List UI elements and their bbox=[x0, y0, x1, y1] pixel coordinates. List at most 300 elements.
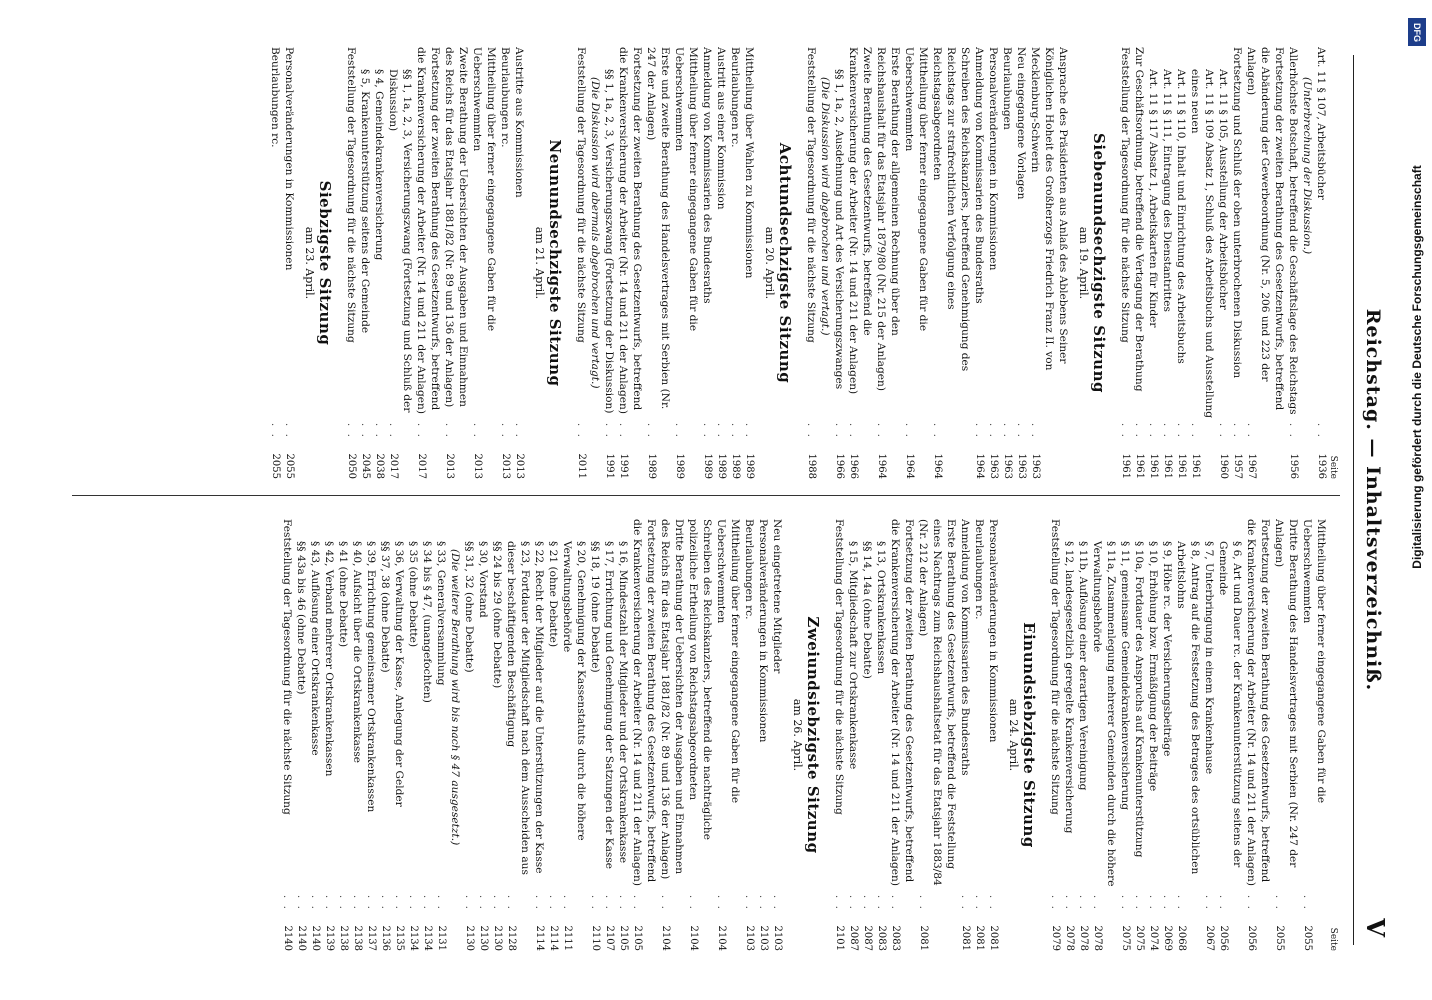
page-number: 2111 bbox=[562, 925, 573, 951]
page-number: 2017 bbox=[388, 453, 399, 479]
leader-dots: . . bbox=[1175, 422, 1187, 439]
index-entry bbox=[986, 519, 1000, 951]
page-number: 2078 bbox=[1064, 925, 1075, 951]
leader-dots: . . bbox=[1175, 894, 1187, 911]
entry-text: Schreiben des Reichskanzlers, betreffend Genehmigung des Reichstags zur strafrechtlichen Verfolgung eines Reichstagsabgeordneten bbox=[931, 47, 971, 372]
index-entry bbox=[1188, 47, 1216, 479]
leader-dots: . . bbox=[757, 894, 769, 911]
leader-dots: . . bbox=[295, 894, 307, 911]
page-number: 1988 bbox=[806, 453, 817, 479]
leader-dots: . . bbox=[917, 894, 929, 911]
leader-dots: . . bbox=[505, 894, 517, 911]
index-entry bbox=[470, 47, 498, 479]
leader-dots: . . bbox=[1015, 422, 1027, 439]
entry-text: Neu eingetretene Mitglieder bbox=[771, 519, 783, 674]
index-entry bbox=[644, 47, 672, 479]
page-number: 2045 bbox=[360, 453, 371, 479]
page-number: 2114 bbox=[548, 925, 559, 951]
leader-dots: . . bbox=[1161, 422, 1173, 439]
page-number: 2055 bbox=[284, 453, 295, 479]
entry-text: § 21 (ohne Debatte) bbox=[547, 541, 559, 648]
index-entry bbox=[874, 47, 902, 479]
leader-dots: . . bbox=[1029, 422, 1041, 439]
entry-text: § 30, Vorstand bbox=[477, 541, 489, 618]
index-entry bbox=[602, 47, 616, 479]
page-number: 1964 bbox=[876, 453, 887, 479]
page-number: 2055 bbox=[270, 453, 281, 479]
index-entry bbox=[770, 519, 784, 951]
leader-dots: . . bbox=[1147, 422, 1159, 439]
entry-text: § 23, Fortdauer der Mitgliedschaft nach dem Ausscheiden aus dieser beschäftigenden Beschäftigung bbox=[505, 541, 531, 875]
index-entry bbox=[958, 519, 972, 951]
page-number: 2130 bbox=[478, 925, 489, 951]
column-divider bbox=[72, 495, 1340, 496]
index-entry bbox=[1216, 519, 1244, 951]
index-entry bbox=[1300, 519, 1328, 951]
leader-dots: . . bbox=[373, 422, 385, 439]
page-number: 2101 bbox=[834, 925, 845, 951]
entry-text: Dritte Berathung der Uebersichten der Ausgaben und Einnahmen des Reichs für das Etatsjahr 1881/82 (Nr. 89 und 136 der Anlagen) bbox=[659, 519, 685, 880]
leader-dots: . . bbox=[1119, 894, 1131, 911]
page-number: 2056 bbox=[1246, 925, 1257, 951]
leader-dots: . . bbox=[617, 422, 629, 439]
entry-text: Mittheilung über ferner eingegangene Gaben für die Ueberschwemmten bbox=[715, 519, 741, 804]
entry-text: Feststellung der Tagesordnung für die nächste Sitzung bbox=[833, 519, 845, 815]
entry-text: Beurlaubungen rc. bbox=[973, 519, 985, 620]
index-entry bbox=[832, 47, 846, 479]
page-number: 1989 bbox=[716, 453, 727, 479]
index-entry bbox=[616, 519, 630, 951]
entry-text: Art. 11 § 109 Absatz 1, Schluß des Arbeitsbuchs und Ausstellung eines neuen bbox=[1189, 69, 1215, 419]
dfg-logo: DFG bbox=[1408, 18, 1426, 46]
page-number: 2013 bbox=[472, 453, 483, 479]
digitization-notice: Digitalisierung gefördert durch die Deutsche Forschungsgemeinschaft bbox=[1410, 165, 1424, 569]
index-entry bbox=[874, 519, 888, 951]
leader-dots: . . bbox=[645, 422, 657, 439]
index-entry bbox=[1146, 47, 1160, 479]
leader-dots: . . bbox=[959, 894, 971, 911]
entry-text: §§ 1, 1a, 2, Ausdehnung und Art des Versicherungszwanges bbox=[833, 69, 845, 390]
leader-dots: . . bbox=[1273, 894, 1285, 911]
index-entry bbox=[1174, 519, 1202, 951]
leader-dots: . . bbox=[387, 422, 399, 439]
entry-text: Fortsetzung und Schluß der oben unterbrochenen Diskussion bbox=[1231, 47, 1243, 379]
index-entry bbox=[714, 519, 742, 951]
page-number: 2074 bbox=[1148, 925, 1159, 951]
index-page bbox=[26, 25, 1406, 975]
page-number: 2081 bbox=[960, 925, 971, 951]
page-number: 2068 bbox=[1176, 925, 1187, 951]
session-date: am 20. April. bbox=[763, 226, 776, 300]
index-entry bbox=[560, 519, 588, 951]
page-number: 2013 bbox=[444, 453, 455, 479]
index-entry bbox=[1090, 519, 1118, 951]
page-number: 2078 bbox=[1092, 925, 1103, 951]
index-entry bbox=[532, 519, 546, 951]
entry-text: § 20, Genehmigung der Kassenstatuts durch die höhere Verwaltungsbehörde bbox=[561, 541, 587, 841]
entry-text: § 16, Mindestzahl der Mitglieder und der Ortskrankenkasse bbox=[617, 541, 629, 864]
entry-text: § 35 (ohne Debatte) bbox=[407, 541, 419, 648]
entry-text: Mittheilung über ferner eingegangene Gaben für die Ueberschwemmten bbox=[673, 47, 699, 332]
index-entry bbox=[1014, 47, 1028, 479]
page-number: 1961 bbox=[1134, 453, 1145, 479]
page-number: 2105 bbox=[618, 925, 629, 951]
leader-dots: . . bbox=[443, 422, 455, 439]
entry-text: § 13, Ortskrankenkassen bbox=[875, 541, 887, 675]
leader-dots: . . bbox=[833, 422, 845, 439]
page-number: 1989 bbox=[702, 453, 713, 479]
leader-dots: . . bbox=[351, 894, 363, 911]
page-number: 1967 bbox=[1246, 453, 1257, 479]
index-entry bbox=[630, 519, 658, 951]
index-entry bbox=[846, 519, 860, 951]
index-entry bbox=[1062, 519, 1076, 951]
index-entry bbox=[1000, 47, 1014, 479]
leader-dots: . . bbox=[1063, 894, 1075, 911]
leader-dots: . . bbox=[1217, 422, 1229, 439]
entry-text: § 43, Auflösung einer Ortskrankenkasse bbox=[309, 541, 321, 756]
index-entry bbox=[1202, 519, 1216, 951]
leader-dots: . . bbox=[323, 894, 335, 911]
page-number: 2083 bbox=[890, 925, 901, 951]
index-entry bbox=[442, 47, 470, 479]
entry-text: § 8, Antrag auf die Festsetzung des Betrages des ortsüblichen Arbeitslohns bbox=[1175, 541, 1201, 875]
leader-dots: . . bbox=[491, 894, 503, 911]
entry-text: Art. 11 § 111, Eintragung des Dienstantrittes bbox=[1161, 69, 1173, 312]
entry-text: § 11a, Zusammenlegung mehrerer Gemeinden durch die höhere Verwaltungsbehörde bbox=[1091, 541, 1117, 887]
leader-dots: . . bbox=[687, 894, 699, 911]
entry-text: Feststellung der Tagesordnung für die nächste Sitzung bbox=[281, 519, 293, 815]
leader-dots: . . bbox=[743, 894, 755, 911]
page-number: 2103 bbox=[758, 925, 769, 951]
index-entry bbox=[512, 47, 526, 479]
index-note: (Die Diskussion wird abgebrochen und vertagt.) bbox=[819, 77, 831, 336]
entry-text: § 9, Höhe rc. der Versicherungsbeiträge bbox=[1161, 541, 1173, 757]
entry-text: Art. 11 § 110, Inhalt und Einrichtung des Arbeitsbuchs bbox=[1175, 69, 1187, 364]
entry-text: § 39, Errichtung gemeinsamer Ortskrankenkassen bbox=[365, 541, 377, 813]
page-header bbox=[1350, 55, 1390, 945]
leader-dots: . . bbox=[973, 894, 985, 911]
page-number: 2138 bbox=[338, 925, 349, 951]
entry-text: § 42, Verband mehrerer Ortskrankenkassen bbox=[323, 541, 335, 777]
leader-dots: . . bbox=[1161, 894, 1173, 911]
page-number: 2075 bbox=[1134, 925, 1145, 951]
leader-dots: . . bbox=[1133, 894, 1145, 911]
index-entry bbox=[860, 519, 874, 951]
index-entry bbox=[1132, 519, 1146, 951]
index-entry bbox=[574, 47, 588, 479]
page-number: 1964 bbox=[904, 453, 915, 479]
index-entry bbox=[434, 519, 448, 951]
index-entry bbox=[972, 519, 986, 951]
index-entry bbox=[1160, 519, 1174, 951]
index-entry bbox=[588, 519, 602, 951]
page-number: 1936 bbox=[1316, 453, 1327, 479]
page-number: 1966 bbox=[834, 453, 845, 479]
leader-dots: . . bbox=[337, 894, 349, 911]
leader-dots: . . bbox=[805, 422, 817, 439]
entry-text: §§ 14, 14a (ohne Debatte) bbox=[861, 541, 873, 679]
page-number: 2103 bbox=[772, 925, 783, 951]
entry-text: Feststellung der Tagesordnung für die nächste Sitzung bbox=[345, 47, 357, 343]
page-title: Reichstag. — Inhaltsverzeichniß. bbox=[1362, 308, 1384, 692]
index-entry bbox=[282, 47, 296, 479]
page-number: 2011 bbox=[576, 453, 587, 479]
page-number: 2140 bbox=[310, 925, 321, 951]
page-number: 2134 bbox=[422, 925, 433, 951]
leader-dots: . . bbox=[1001, 422, 1013, 439]
leader-dots: . . bbox=[1147, 894, 1159, 911]
entry-text: §§ 18, 19 (ohne Debatte) bbox=[589, 541, 601, 673]
page-number: 2081 bbox=[974, 925, 985, 951]
leader-dots: . . bbox=[1049, 894, 1061, 911]
index-note: (Unterbrechung der Diskussion.) bbox=[1301, 77, 1313, 255]
leader-dots: . . bbox=[1091, 894, 1103, 911]
entry-text: Personalveränderungen in Kommissionen bbox=[987, 47, 999, 271]
entry-text: Zur Geschäftsordnung, betreffend die Vertagung der Berathung bbox=[1133, 47, 1145, 392]
page-number: 2087 bbox=[862, 925, 873, 951]
index-entry bbox=[414, 47, 442, 479]
entry-text: § 17, Errichtung und Genehmigung der Satzungen der Kasse bbox=[603, 541, 615, 870]
entry-text: § 22, Recht der Mitglieder auf die Unterstützungen der Kasse bbox=[533, 541, 545, 874]
header-rule bbox=[1353, 55, 1354, 945]
index-entry bbox=[686, 519, 714, 951]
entry-text: Art. 11 § 117 Absatz 1, Arbeitskarten für Kinder bbox=[1147, 69, 1159, 328]
leader-dots: . . bbox=[743, 422, 755, 439]
leader-dots: . . bbox=[889, 894, 901, 911]
entry-text: § 36, Verwaltung der Kasse, Anlegung der Gelder bbox=[393, 541, 405, 807]
leader-dots: . . bbox=[701, 422, 713, 439]
leader-dots: . . bbox=[283, 422, 295, 439]
leader-dots: . . bbox=[603, 422, 615, 439]
page-number: 2013 bbox=[514, 453, 525, 479]
leader-dots: . . bbox=[1315, 422, 1327, 439]
page-number: 2055 bbox=[1274, 925, 1285, 951]
entry-text: § 10a, Fortdauer des Anspruchs auf Krankenunterstützung bbox=[1133, 541, 1145, 858]
index-entry bbox=[358, 47, 372, 479]
entry-text: § 34 bis § 47, (unangefochten) bbox=[421, 541, 433, 703]
entry-text: § 12, landesgesetzlich geregelte Krankenversicherung bbox=[1063, 541, 1075, 834]
entry-text: Beurlaubungen rc. bbox=[499, 47, 511, 148]
entry-text: Feststellung der Tagesordnung für die nächste Sitzung bbox=[575, 47, 587, 343]
entry-text: Anmeldung von Kommissarien des Bundesraths bbox=[973, 47, 985, 304]
index-entry bbox=[1118, 47, 1132, 479]
right-column bbox=[280, 519, 1340, 951]
page-number: 2137 bbox=[366, 925, 377, 951]
index-entry bbox=[742, 519, 756, 951]
page-number: 2139 bbox=[324, 925, 335, 951]
entry-text: Anmeldung von Kommissarien des Bundesraths bbox=[959, 519, 971, 776]
page-number: 2104 bbox=[716, 925, 727, 951]
entry-text: § 6, Art und Dauer rc. der Krankenunterstützung seitens der Gemeinde bbox=[1217, 541, 1243, 868]
leader-dots: . . bbox=[471, 422, 483, 439]
entry-text: Feststellung der Tagesordnung für die nächste Sitzung bbox=[805, 47, 817, 343]
entry-text: Personalveränderungen in Kommissionen bbox=[283, 47, 295, 271]
leader-dots: . . bbox=[715, 894, 727, 911]
index-entry bbox=[406, 519, 420, 951]
leader-dots: . . bbox=[1287, 422, 1299, 439]
page-number: 2136 bbox=[380, 925, 391, 951]
index-entry bbox=[832, 519, 846, 951]
page-number: 2131 bbox=[436, 925, 447, 951]
index-entry bbox=[728, 47, 742, 479]
page-number: 2135 bbox=[394, 925, 405, 951]
leader-dots: . . bbox=[771, 894, 783, 911]
page-number: 2128 bbox=[506, 925, 517, 951]
entry-text: §§ 43a bis 46 (ohne Debatte) bbox=[295, 541, 307, 695]
entry-text: § 4, Gemeindekrankenversicherung bbox=[373, 69, 385, 261]
index-entry bbox=[392, 519, 406, 951]
index-entry bbox=[476, 519, 490, 951]
page-number: 2081 bbox=[988, 925, 999, 951]
entry-text: §§ 37, 38 (ohne Debatte) bbox=[379, 541, 391, 673]
index-entry bbox=[420, 519, 434, 951]
index-entry bbox=[498, 47, 512, 479]
leader-dots: . . bbox=[345, 422, 357, 439]
entry-text: Art. 11 § 105, Ausstellung der Arbeitsbücher bbox=[1217, 69, 1229, 310]
index-entry bbox=[602, 519, 616, 951]
leader-dots: . . bbox=[729, 422, 741, 439]
entry-text: Austritte aus Kommissionen bbox=[513, 47, 525, 198]
index-note: (Die Diskussion wird abermals abgebrochen und vertagt.) bbox=[589, 77, 601, 389]
index-entry bbox=[308, 519, 322, 951]
page-number: 1961 bbox=[1190, 453, 1201, 479]
leader-dots: . . bbox=[631, 894, 643, 911]
index-entry bbox=[804, 47, 818, 479]
index-entry bbox=[1286, 47, 1300, 479]
leader-dots: . . bbox=[463, 894, 475, 911]
page-number: 2017 bbox=[416, 453, 427, 479]
index-entry bbox=[1028, 47, 1070, 479]
index-entry bbox=[714, 47, 728, 479]
entry-text: Fortsetzung der zweiten Berathung des Gesetzentwurfs, betreffend die Krankenversicherung der Arbeiter (Nr. 14 und 211 der Anlagen) bbox=[1245, 519, 1271, 886]
page-number: 1961 bbox=[1148, 453, 1159, 479]
index-entry bbox=[386, 47, 414, 479]
index-entry bbox=[742, 47, 756, 479]
leader-dots: . . bbox=[561, 894, 573, 911]
page-number: 1961 bbox=[1162, 453, 1173, 479]
entry-text: Fortsetzung der zweiten Berathung des Gesetzentwurfs, betreffend die Krankenversicherung der Arbeiter (Nr. 14 und 211 der Anlagen) bbox=[415, 47, 441, 414]
leader-dots: . . bbox=[359, 422, 371, 439]
index-entry bbox=[280, 519, 294, 951]
leader-dots: . . bbox=[1231, 422, 1243, 439]
session-date: am 19. April. bbox=[1077, 226, 1090, 300]
session-date: am 23. April. bbox=[303, 226, 316, 300]
page-number: 1963 bbox=[1016, 453, 1027, 479]
page-number: 1963 bbox=[1002, 453, 1013, 479]
leader-dots: . . bbox=[477, 894, 489, 911]
index-entry bbox=[1272, 519, 1300, 951]
index-entry bbox=[916, 519, 958, 951]
index-entry bbox=[294, 519, 308, 951]
index-entry bbox=[930, 47, 972, 479]
entry-text: Feststellung der Tagesordnung für die nächste Sitzung bbox=[1049, 519, 1061, 815]
page-number: 2081 bbox=[918, 925, 929, 951]
entry-text: Allerhöchste Botschaft, betreffend die Geschäftslage des Reichstags bbox=[1287, 47, 1299, 415]
page-number: 2075 bbox=[1120, 925, 1131, 951]
index-entry bbox=[658, 519, 686, 951]
entry-text: §§ 1, 1a, 2, 3, Versicherungszwang (Fortsetzung und Schluß der Diskussion) bbox=[387, 69, 413, 413]
leader-dots: . . bbox=[435, 894, 447, 911]
leader-dots: . . bbox=[1189, 422, 1201, 439]
leader-dots: . . bbox=[931, 422, 943, 439]
leader-dots: . . bbox=[1077, 894, 1089, 911]
leader-dots: . . bbox=[875, 894, 887, 911]
leader-dots: . . bbox=[1119, 422, 1131, 439]
leader-dots: . . bbox=[575, 422, 587, 439]
page-number: 2130 bbox=[492, 925, 503, 951]
page-number: 1991 bbox=[604, 453, 615, 479]
index-entry bbox=[756, 519, 770, 951]
entry-text: Fortsetzung der zweiten Berathung des Gesetzentwurfs, betreffend die Abänderung der Gewerbeordnung (Nr. 5, 206 und 223 der Anlagen) bbox=[1245, 47, 1285, 411]
leader-dots: . . bbox=[659, 894, 671, 911]
dfg-sidebar-stamp bbox=[1404, 0, 1430, 1000]
leader-dots: . . bbox=[987, 422, 999, 439]
leader-dots: . . bbox=[415, 422, 427, 439]
left-column bbox=[268, 47, 1340, 479]
page-number: 1963 bbox=[988, 453, 999, 479]
page-number: 2087 bbox=[848, 925, 859, 951]
entry-text: Erste und zweite Berathung des Handelsvertrages mit Serbien (Nr. 247 der Anlagen) bbox=[645, 47, 671, 410]
page-number: 2140 bbox=[296, 925, 307, 951]
index-entry bbox=[1076, 519, 1090, 951]
seite-label: Seite bbox=[1328, 927, 1338, 951]
entry-text: Zweite Berathung der Uebersichten der Ausgaben und Einnahmen des Reichs für das Etatsjahr 1881/82 (Nr. 89 und 136 der Anlagen) bbox=[443, 47, 469, 408]
entry-text: § 33, Generalversammlung bbox=[435, 541, 447, 686]
leader-dots: . . bbox=[309, 894, 321, 911]
entry-text: Feststellung der Tagesordnung für die nächste Sitzung bbox=[1119, 47, 1131, 343]
page-number: 2078 bbox=[1078, 925, 1089, 951]
leader-dots: . . bbox=[421, 894, 433, 911]
leader-dots: . . bbox=[715, 422, 727, 439]
index-entry bbox=[888, 519, 916, 951]
entry-text: Beurlaubungen rc. bbox=[729, 47, 741, 148]
leader-dots: . . bbox=[973, 422, 985, 439]
session-date: am 24. April. bbox=[1007, 698, 1020, 772]
index-entry bbox=[364, 519, 378, 951]
index-entry bbox=[322, 519, 336, 951]
entry-text: Mittheilung über ferner eingegangene Gaben für die Ueberschwemmten bbox=[471, 47, 497, 332]
entry-text: § 11b, Auflösung einer derartigen Vereinigung bbox=[1077, 541, 1089, 791]
entry-text: § 10, Erhöhung bzw. Ermäßigung der Beiträge bbox=[1147, 541, 1159, 792]
session-date: am 26. April. bbox=[791, 698, 804, 772]
session-heading: Einundsiebzigste Sitzung bbox=[1020, 622, 1038, 848]
index-entry bbox=[378, 519, 392, 951]
entry-text: §§ 24 bis 29 (ohne Debatte) bbox=[491, 541, 503, 689]
index-entry bbox=[1174, 47, 1188, 479]
entry-text: Art. 11 § 107, Arbeitsbücher bbox=[1315, 47, 1327, 200]
leader-dots: . . bbox=[513, 422, 525, 439]
leader-dots: . . bbox=[987, 894, 999, 911]
page-number: 2056 bbox=[1218, 925, 1229, 951]
entry-text: Fortsetzung der zweiten Berathung des Gesetzentwurfs, betreffend die Krankenversicherung der Arbeiter (Nr. 14 und 211 der Anlagen) bbox=[889, 519, 915, 886]
session-heading: Achtundsechzigste Sitzung bbox=[776, 142, 794, 384]
page-number: 2104 bbox=[660, 925, 671, 951]
entry-text: Beurlaubungen rc. bbox=[269, 47, 281, 148]
page-number: 2050 bbox=[346, 453, 357, 479]
index-note: (Die weitere Berathung wird bis nach § 47 ausgesetzt.) bbox=[449, 549, 461, 846]
index-entry bbox=[616, 47, 644, 479]
index-entry bbox=[986, 47, 1000, 479]
leader-dots: . . bbox=[499, 422, 511, 439]
leader-dots: . . bbox=[617, 894, 629, 911]
index-entry bbox=[1314, 47, 1328, 479]
index-entry bbox=[1216, 47, 1230, 479]
session-heading: Zweiundsiebzigste Sitzung bbox=[804, 616, 822, 854]
leader-dots: . . bbox=[875, 422, 887, 439]
leader-dots: . . bbox=[847, 894, 859, 911]
index-entry bbox=[268, 47, 282, 479]
